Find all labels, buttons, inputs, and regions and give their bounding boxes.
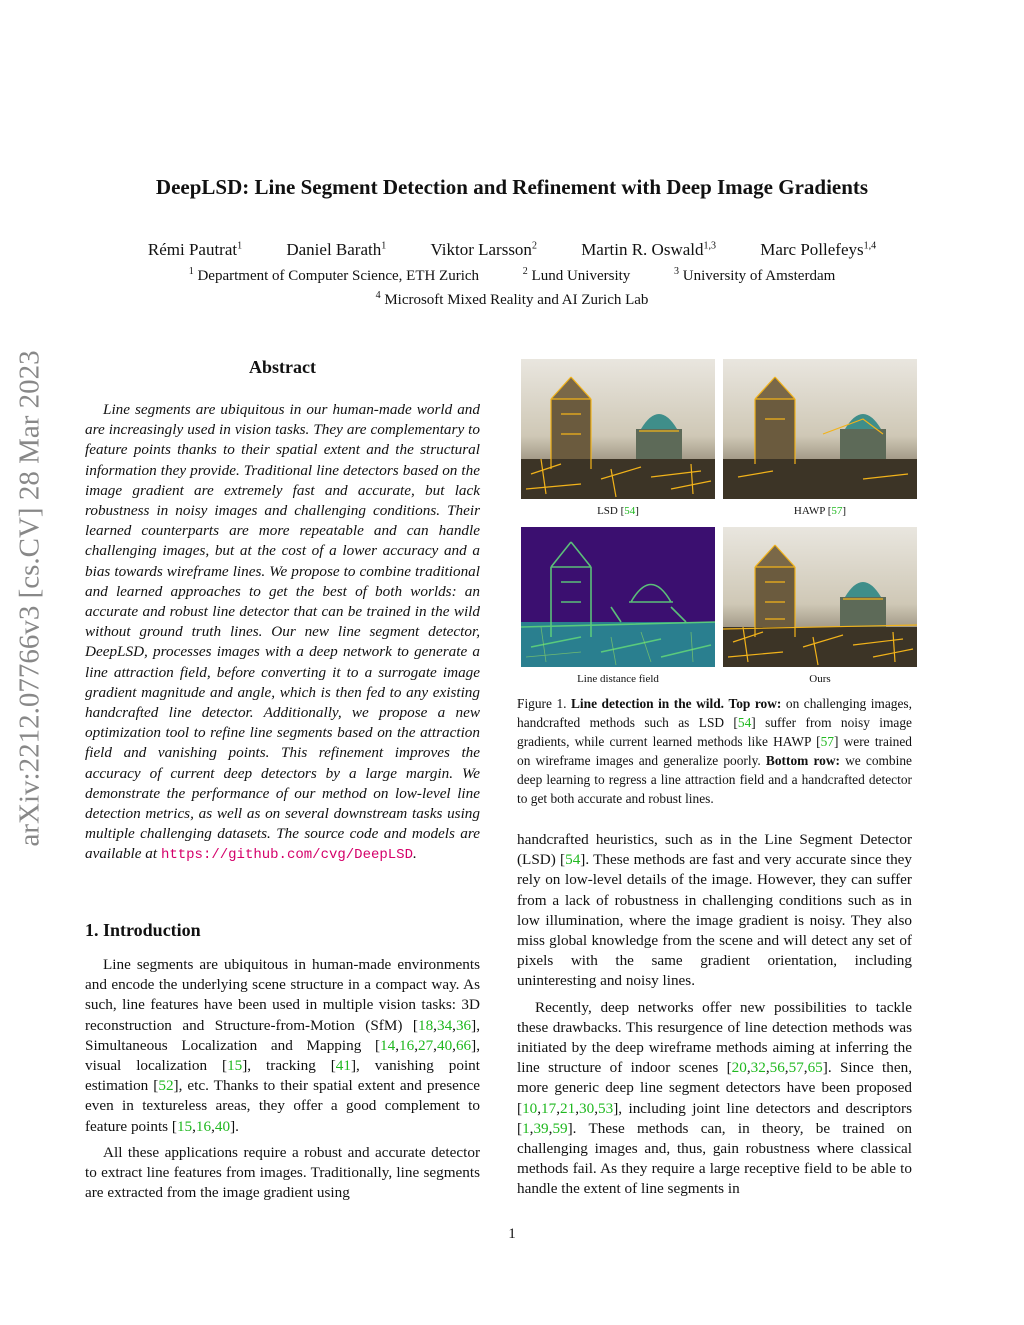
text-run: ], Simultaneous Localization and Mapping [ bbox=[85, 1016, 480, 1054]
citation-link[interactable]: 56 bbox=[769, 1059, 785, 1077]
citation-link[interactable]: 34 bbox=[436, 1016, 453, 1034]
text-run: , bbox=[452, 1036, 456, 1054]
text-run: , bbox=[433, 1036, 437, 1054]
text-run: ], etc. Thanks to their spatial extent and presence even in textureless areas, they offer a good complement to feature points [ bbox=[85, 1077, 480, 1135]
label-hawp: HAWP [57] bbox=[793, 505, 847, 517]
author: Viktor Larsson$^2$ bbox=[430, 240, 537, 259]
citation-link[interactable]: 65 bbox=[807, 1059, 823, 1077]
author-list bbox=[0, 240, 1024, 260]
text-run: , bbox=[433, 1016, 437, 1034]
citation-link[interactable]: 36 bbox=[455, 1016, 472, 1034]
affiliations-line2: $^4$ Microsoft Mixed Reality and AI Zurich Lab bbox=[375, 290, 649, 308]
citation-link[interactable]: 59 bbox=[552, 1119, 568, 1137]
text-run: ]. These methods can, in theory, be trained on challenging images and, thus, gain robustness where classical methods fail. As they require a large receptive field to be able to handle the extent of line segments in bbox=[517, 1119, 912, 1198]
label-line-distance-field: Line distance field bbox=[577, 673, 659, 685]
abstract-heading: Abstract bbox=[249, 357, 316, 377]
intro-paragraph-1 bbox=[85, 955, 480, 1137]
affiliation: $^1$ Department of Computer Science, ETH Zurich bbox=[188, 266, 480, 284]
citation-link[interactable]: 18 bbox=[417, 1016, 434, 1034]
label-lsd: LSD [54] bbox=[597, 505, 639, 517]
author: Marc Pollefeys$^{1,4}$ bbox=[760, 240, 877, 259]
citation-link[interactable]: 66 bbox=[455, 1036, 472, 1054]
citation-link[interactable]: 32 bbox=[750, 1059, 766, 1077]
code-link[interactable]: https://github.com/cvg/DeepLSD bbox=[160, 847, 413, 864]
figure-image-ours bbox=[723, 527, 917, 667]
right-column bbox=[517, 830, 912, 1206]
arxiv-identifier: arXiv:2212.07766v3 [cs.CV] 28 Mar 2023 bbox=[13, 350, 46, 847]
figure-image-lsd bbox=[521, 359, 715, 499]
text-run: ]. These methods are fast and very accurate since they rely on low-level details of the image. However, they can suffer from a lack of robustness in challenging conditions such as in low illumination, where the image gradient is noisy. They also miss global knowledge from the scene and will detect any set of pixels with the same gradient orientation, including uninteresting and noisy lines. bbox=[517, 851, 912, 990]
right-paragraph-2 bbox=[517, 998, 912, 1200]
text-run: ], visual localization [ bbox=[85, 1036, 480, 1075]
text-run: Line segments are ubiquitous in human-made environments and encode the underlying scene structure in a compact way. As such, line features have been used in multiple vision tasks: 3D reconstruction and Structure-from-Motion (SfM) [ bbox=[85, 956, 480, 1034]
abstract-text: Line segments are ubiquitous in our human-made world and are increasingly used in vision tasks. They are complementary to feature points thanks to their spatial extent and the structural information they provide. Traditional line detectors based on the image gradient are extremely fast and accurate, but lack robustness in noisy images and challenging conditions. Their learned counterparts are more repeatable and can handle challenging images, but at the cost of a lower accuracy and a bias towards wireframe lines. We propose to combine traditional and learned approaches to get the best of both worlds: an accurate and robust line detector that can be trained in the wild without ground truth lines. Our new line segment detector, DeepLSD, processes images with a deep network to generate a line attraction field, before converting it to a surrogate image gradient magnitude and angle, which is then fed to any existing handcrafted line detector. Additionally, we propose a new optimization tool to refine line segments based on the attraction field and vanishing points. This refinement improves the accuracy of current deep detectors by a large margin. We demonstrate the performance of our method on low-level line detection metrics, as well as on several downstream tasks using multiple challenging datasets. The source code and models are available at https://github.com/cvg/DeepLSD. bbox=[85, 401, 480, 864]
text-run: ], including joint line detectors and descriptors [ bbox=[517, 1099, 912, 1137]
citation-link[interactable]: 20 bbox=[731, 1059, 747, 1077]
citation-link[interactable]: 40 bbox=[436, 1036, 453, 1054]
author: Daniel Barath$^1$ bbox=[286, 240, 387, 259]
text-run: , bbox=[537, 1099, 542, 1117]
intro-column bbox=[85, 955, 480, 1209]
right-paragraph-1 bbox=[517, 830, 912, 992]
citation-link[interactable]: 52 bbox=[158, 1077, 174, 1095]
citation-link[interactable]: 16 bbox=[399, 1036, 415, 1054]
section-heading-introduction: 1. Introduction bbox=[85, 920, 201, 940]
citation-link[interactable]: 53 bbox=[598, 1099, 614, 1117]
affiliations-line1 bbox=[0, 266, 1024, 285]
figure-caption: Figure 1. Line detection in the wild. Top row: on challenging images, handcrafted methods such as LSD [54] suffer from noisy image gradients, while current learned methods like HAWP [57] were trained on wireframe images and generalize poorly. Bottom row: we combine deep learning to regress a line attraction field and a handcrafted detector to get both accurate and robust lines. bbox=[517, 696, 913, 806]
citation-link[interactable]: 17 bbox=[541, 1099, 557, 1117]
text-run: , bbox=[452, 1016, 456, 1034]
citation-link[interactable]: 57 bbox=[788, 1059, 804, 1077]
paper-title: DeepLSD: Line Segment Detection and Refinement with Deep Image Gradients bbox=[155, 175, 869, 199]
text-run: , bbox=[594, 1099, 598, 1117]
text-run: , bbox=[575, 1099, 580, 1117]
citation-link[interactable]: 41 bbox=[335, 1057, 351, 1075]
text-run: , bbox=[395, 1036, 399, 1054]
page-number: 1 bbox=[508, 1226, 516, 1242]
text-run: , bbox=[746, 1059, 751, 1077]
citation-link[interactable]: 15 bbox=[176, 1117, 193, 1135]
text-run: , bbox=[192, 1117, 196, 1135]
citation-link[interactable]: 21 bbox=[560, 1099, 576, 1117]
text-run: Recently, deep networks offer new possibilities to tackle these drawbacks. This resurgence of line detection methods was initiated by the deep wireframe methods aiming at inferring the line structure of indoor scenes [ bbox=[517, 998, 912, 1077]
text-run: ]. bbox=[230, 1117, 239, 1135]
author: Martin R. Oswald$^{1,3}$ bbox=[581, 240, 716, 259]
citation-link[interactable]: 15 bbox=[227, 1057, 243, 1075]
text-run: , bbox=[529, 1119, 534, 1137]
text-run: handcrafted heuristics, such as in the Line Segment Detector (LSD) [ bbox=[517, 831, 912, 869]
citation-link[interactable]: 10 bbox=[522, 1099, 538, 1117]
citation-link[interactable]: 40 bbox=[214, 1117, 231, 1135]
text-run: , bbox=[803, 1059, 808, 1077]
citation-link[interactable]: 14 bbox=[380, 1036, 396, 1054]
intro-paragraph-2: All these applications require a robust and accurate detector to extract line features from images. Traditionally, line segments are extracted from the image gradient using bbox=[85, 1143, 480, 1202]
text-run: ], tracking [ bbox=[242, 1057, 336, 1075]
text-run: , bbox=[784, 1059, 789, 1077]
citation-link[interactable]: 30 bbox=[579, 1099, 595, 1117]
text-run: ], vanishing point estimation [ bbox=[85, 1057, 480, 1095]
affiliation: $^2$ Lund University bbox=[522, 266, 631, 284]
text-run: , bbox=[556, 1099, 561, 1117]
affiliation: $^3$ University of Amsterdam bbox=[674, 266, 836, 284]
text-run: , bbox=[765, 1059, 770, 1077]
label-ours: Ours bbox=[809, 673, 831, 685]
text-run: , bbox=[548, 1119, 553, 1137]
author: Rémi Pautrat$^1$ bbox=[147, 240, 243, 259]
text-run: ]. Since then, more generic deep line segment detectors have been proposed [ bbox=[517, 1059, 912, 1117]
text-run: , bbox=[211, 1117, 215, 1135]
text-run: , bbox=[414, 1036, 418, 1054]
citation-link[interactable]: 39 bbox=[533, 1119, 549, 1137]
figure-image-hawp bbox=[723, 359, 917, 499]
citation-link[interactable]: 27 bbox=[417, 1036, 434, 1054]
citation-link[interactable]: 1 bbox=[522, 1119, 530, 1137]
citation-link[interactable]: 16 bbox=[195, 1117, 212, 1135]
figure-image-line-distance-field bbox=[521, 527, 715, 667]
citation-link[interactable]: 54 bbox=[565, 851, 581, 869]
